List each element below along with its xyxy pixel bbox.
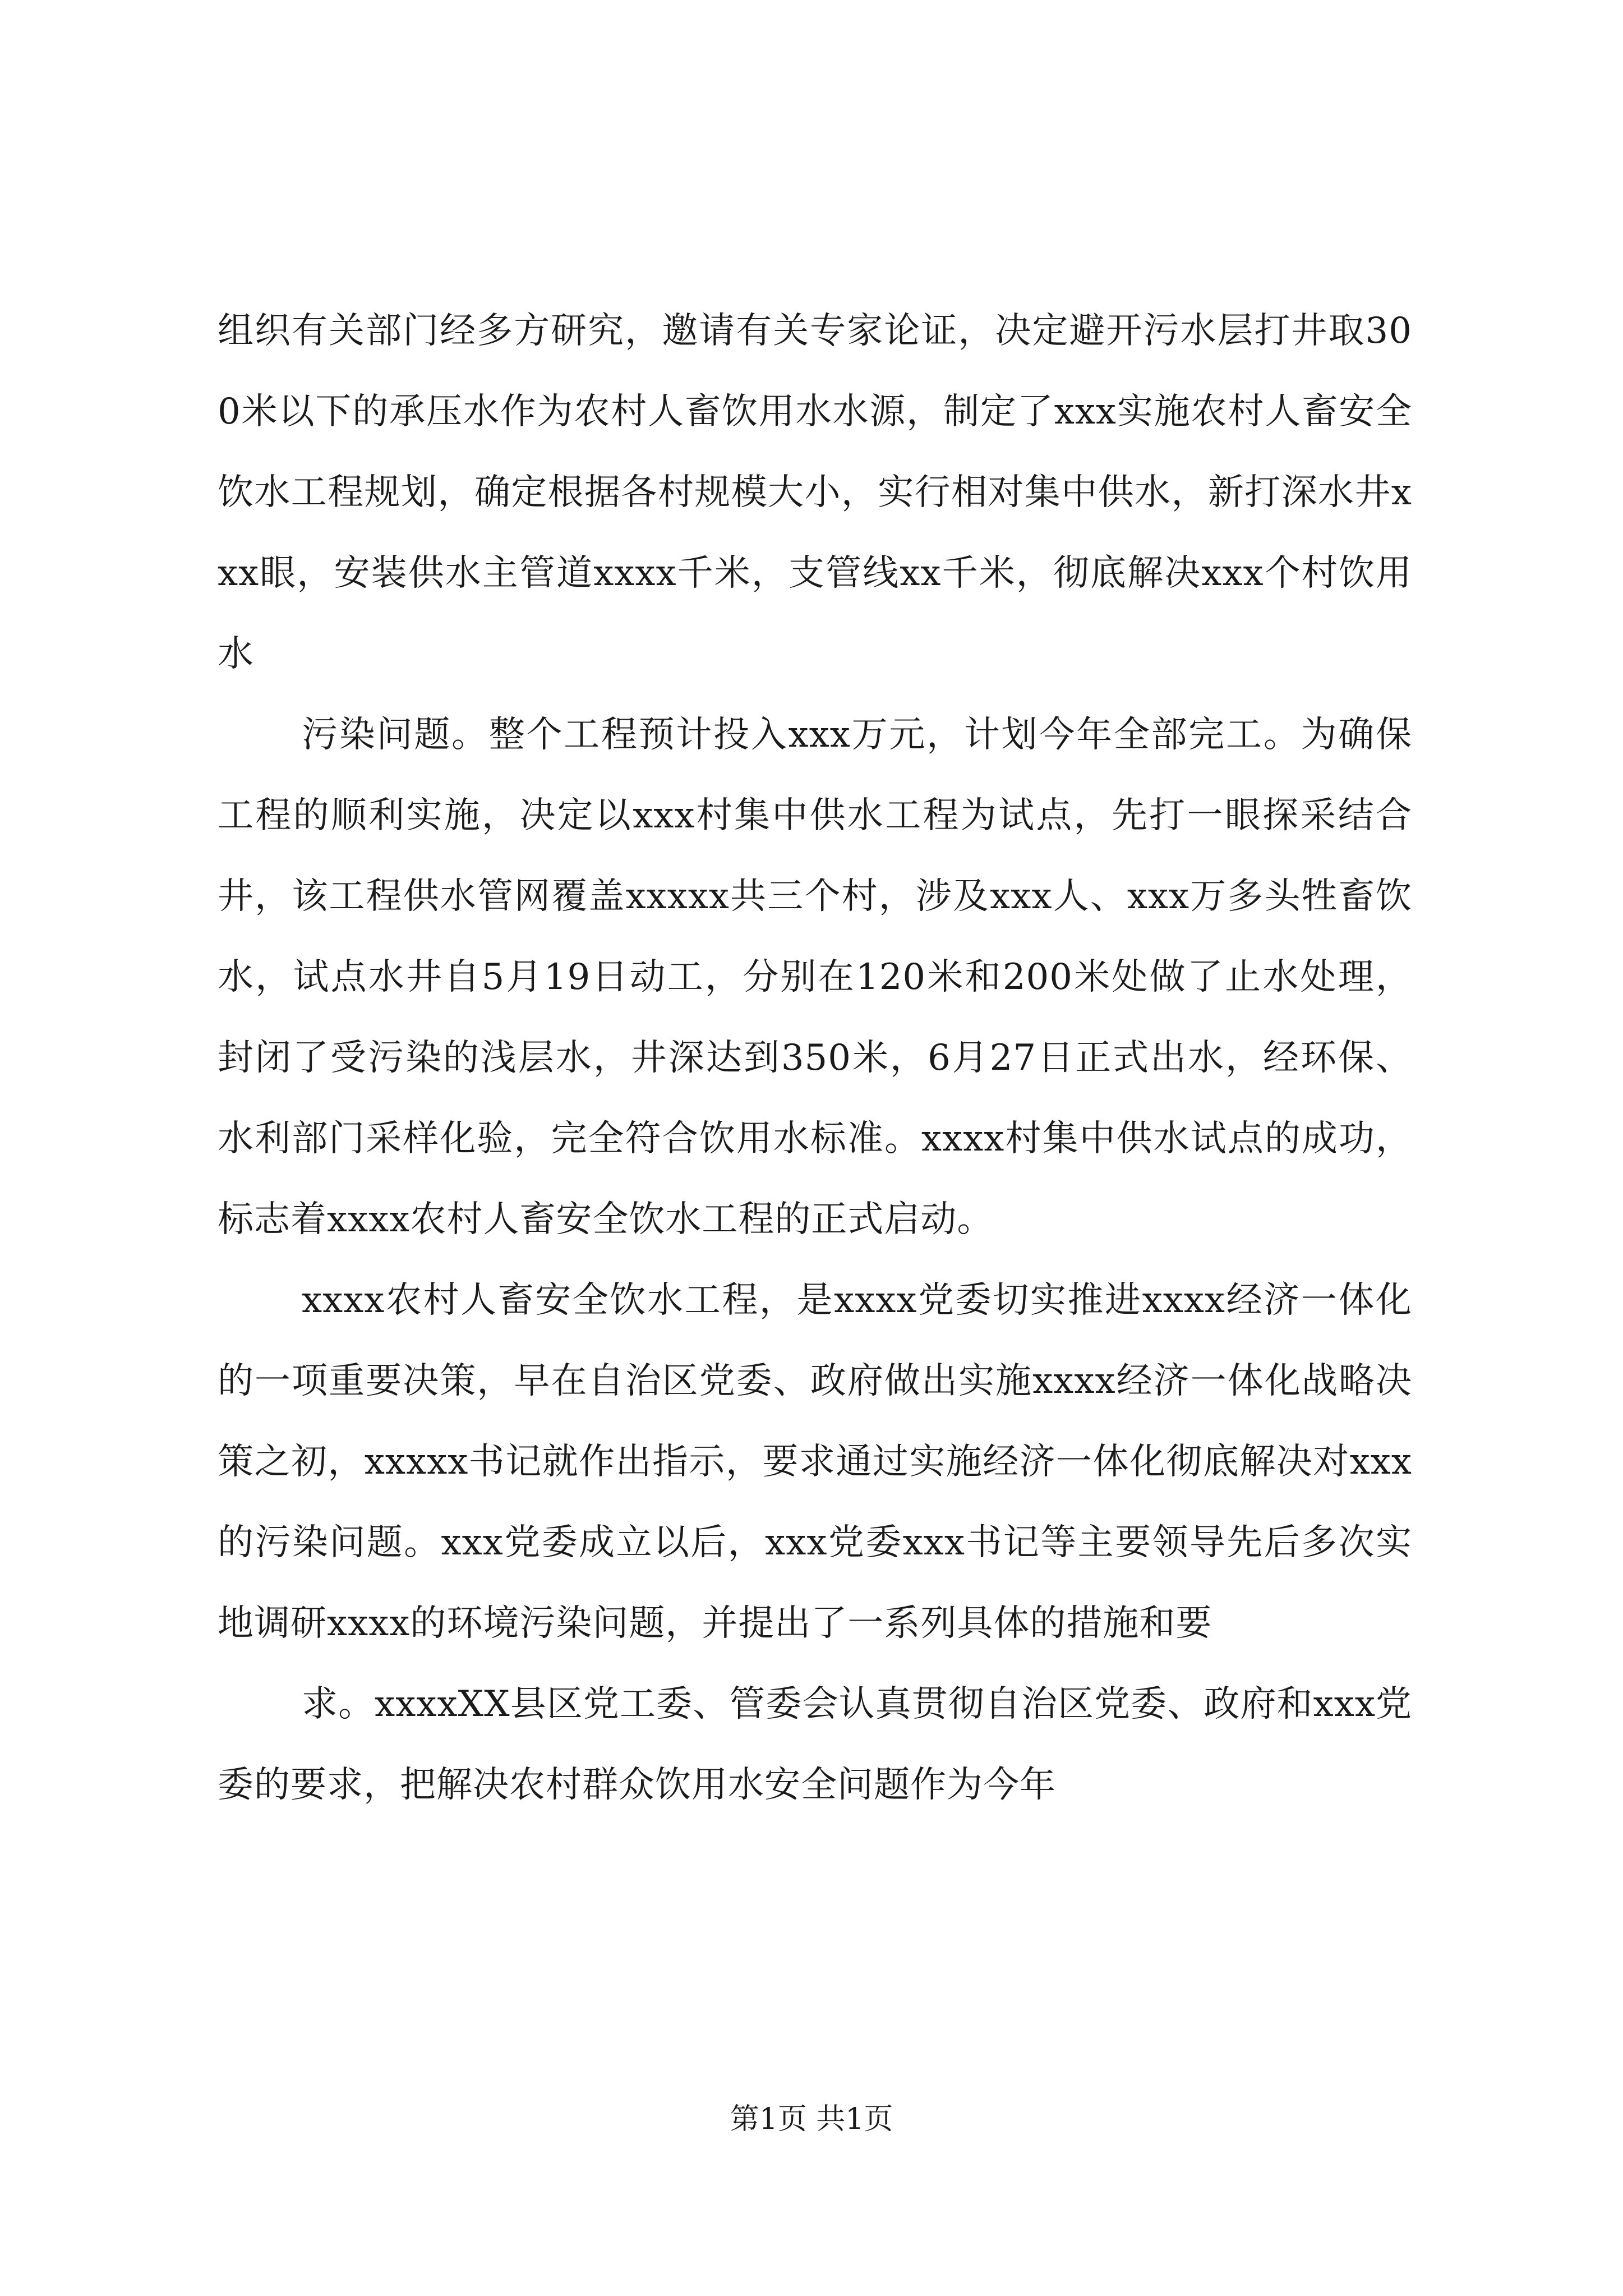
paragraph-3: xxxx农村人畜安全饮水工程，是xxxx党委切实推进xxxx经济一体化的一项重要决策，早在自治区党委、政府做出实施xxxx经济一体化战略决策之初，xxxxx书记就作出指示，要求通过实施经济一体化彻底解决对xxx的污染问题。xxx党委成立以后，xxx党委xxx书记等主要领导先后多次实地调研xxxx的环境污染问题，并提出了一系列具体的措施和要	[218, 1280, 1412, 1644]
paragraph-2: 污染问题。整个工程预计投入xxx万元，计划今年全部完工。为确保工程的顺利实施，决定以xxx村集中供水工程为试点，先打一眼探采结合井，该工程供水管网覆盖xxxxx共三个村，涉及xxx人、xxx万多头牲畜饮水，试点水井自5月19日动工，分别在120米和200米处做了止水处理，封闭了受污染的浅层水，井深达到350米，6月27日正式出水，经环保、水利部门采样化验，完全符合饮用水标准。xxxx村集中供水试点的成功，标志着xxxx农村人畜安全饮水工程的正式启动。	[218, 714, 1412, 1240]
document-body	[218, 291, 1412, 1825]
page-footer: 第1页 共1页	[730, 2102, 893, 2136]
paragraph-1: 组织有关部门经多方研究，邀请有关专家论证，决定避开污水层打井取300米以下的承压水作为农村人畜饮用水水源，制定了xxx实施农村人畜安全饮水工程规划，确定根据各村规模大小，实行相对集中供水，新打深水井xxx眼，安装供水主管道xxxx千米，支管线xx千米，彻底解决xxx个村饮用水	[218, 310, 1412, 675]
paragraph-4: 求。xxxxXX县区党工委、管委会认真贯彻自治区党委、政府和xxx党委的要求，把解决农村群众饮用水安全问题作为今年	[218, 1683, 1412, 1806]
